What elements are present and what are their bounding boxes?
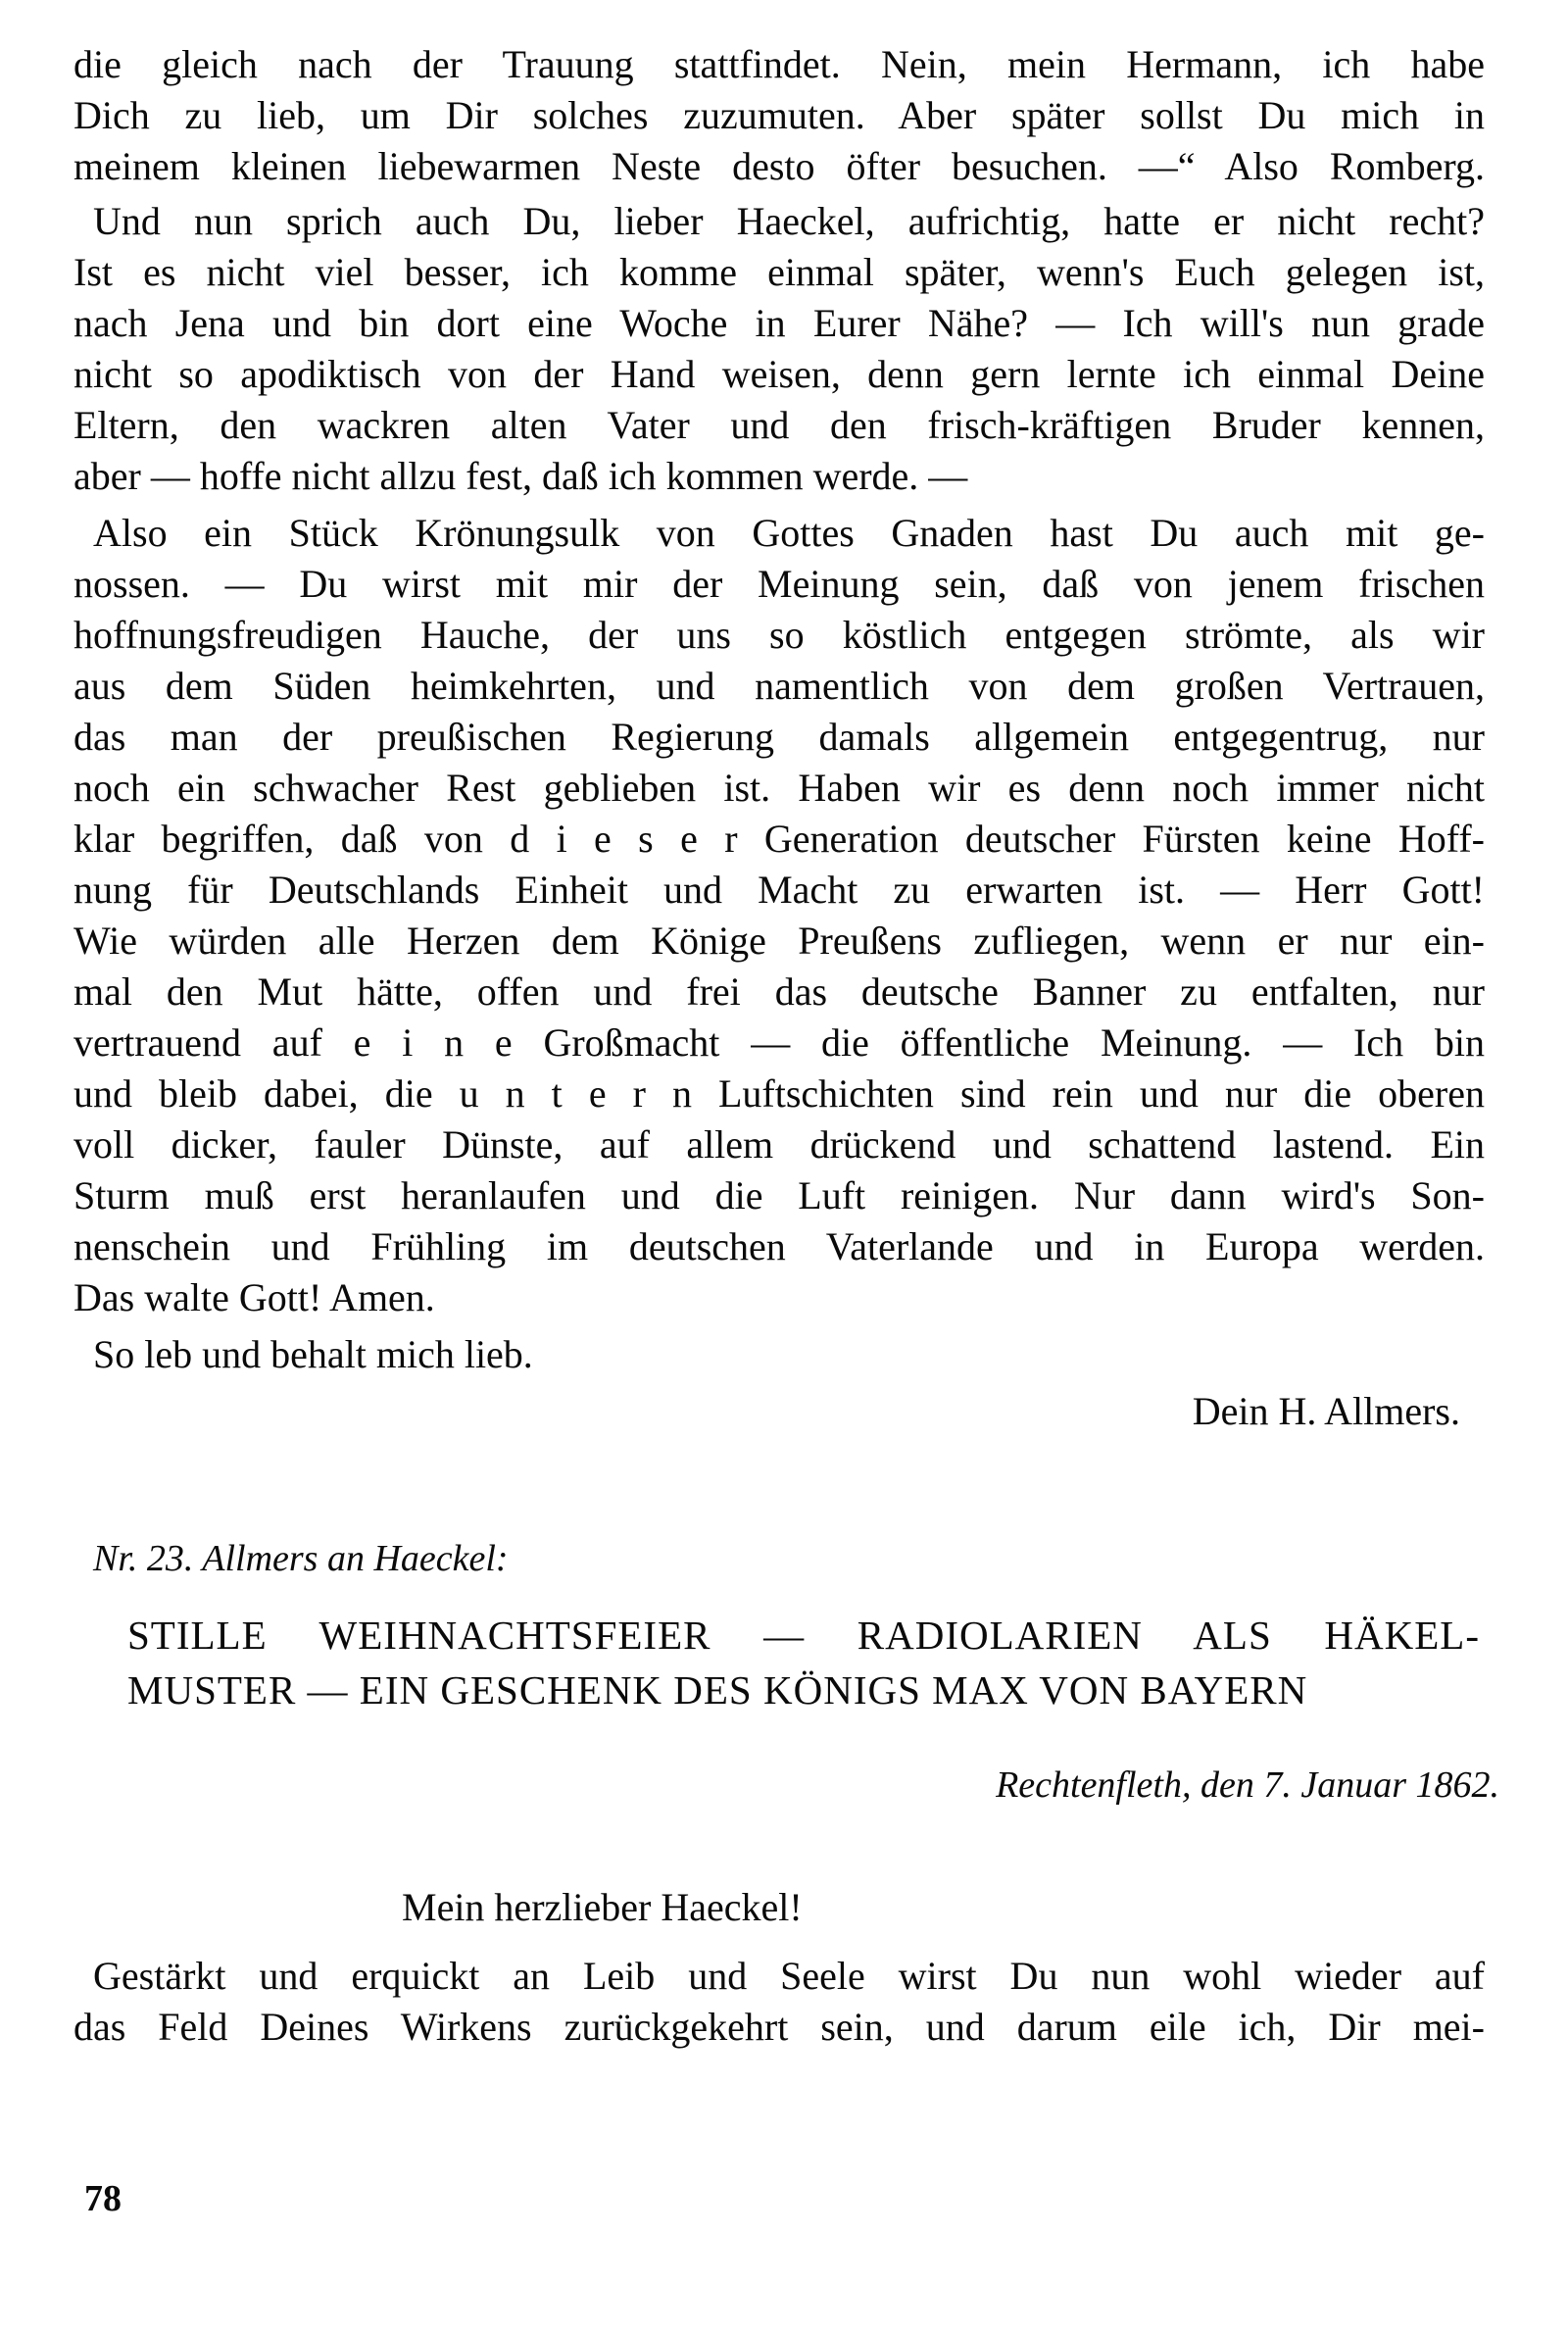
text-line: Eltern, den wackren alten Vater und den frisch-kräftigen Bruder kennen,: [74, 403, 1485, 447]
text-line: nicht so apodiktisch von der Hand weisen, denn gern lernte ich einmal Deine: [74, 352, 1485, 396]
text-line: So leb und behalt mich lieb.: [93, 1332, 533, 1376]
text-line: klar begriffen, daß von d i e s e r Generation deutscher Fürsten keine Hoff-: [74, 817, 1485, 861]
salutation: Mein herzlieber Haeckel!: [402, 1885, 803, 1929]
text-line: Ist es nicht viel besser, ich komme einmal später, wenn's Euch gelegen ist,: [74, 250, 1485, 294]
text-line: Und nun sprich auch Du, lieber Haeckel, aufrichtig, hatte er nicht recht?: [93, 199, 1485, 243]
letter-heading: Nr. 23. Allmers an Haeckel:: [93, 1538, 509, 1579]
letter-caption-line: MUSTER — EIN GESCHENK DES KÖNIGS MAX VON BAYERN: [127, 1667, 1308, 1713]
text-line: Dich zu lieb, um Dir solches zuzumuten. Aber später sollst Du mich in: [74, 93, 1485, 137]
text-line: Wie würden alle Herzen dem Könige Preußens zufliegen, wenn er nur ein-: [74, 919, 1485, 963]
text-line: Sturm muß erst heranlaufen und die Luft reinigen. Nur dann wird's Son-: [74, 1173, 1485, 1217]
text-line: vertrauend auf e i n e Großmacht — die öffentliche Meinung. — Ich bin: [74, 1020, 1485, 1065]
text-line: Gestärkt und erquickt an Leib und Seele wirst Du nun wohl wieder auf: [93, 1954, 1485, 1998]
text-line: meinem kleinen liebewarmen Neste desto öfter besuchen. —“ Also Romberg.: [74, 144, 1485, 188]
text-line: Also ein Stück Krönungsulk von Gottes Gnaden hast Du auch mit ge-: [93, 511, 1485, 555]
place-date: Rechtenfleth, den 7. Januar 1862.: [996, 1764, 1499, 1806]
text-line: nenschein und Frühling im deutschen Vaterlande und in Europa werden.: [74, 1224, 1485, 1268]
page-number: 78: [84, 2178, 122, 2219]
text-line: mal den Mut hätte, offen und frei das deutsche Banner zu entfalten, nur: [74, 969, 1485, 1014]
text-line: und bleib dabei, die u n t e r n Luftschichten sind rein und nur die oberen: [74, 1071, 1485, 1116]
text-line: die gleich nach der Trauung stattfindet. Nein, mein Hermann, ich habe: [74, 42, 1485, 86]
text-line: nossen. — Du wirst mit mir der Meinung sein, daß von jenem frischen: [74, 562, 1485, 606]
text-line: hoffnungsfreudigen Hauche, der uns so köstlich entgegen strömte, als wir: [74, 613, 1485, 657]
signature: Dein H. Allmers.: [1192, 1389, 1460, 1433]
text-line: aus dem Süden heimkehrten, und namentlich von dem großen Vertrauen,: [74, 664, 1485, 708]
text-line: voll dicker, fauler Dünste, auf allem drückend und schattend lastend. Ein: [74, 1122, 1485, 1167]
text-line: das man der preußischen Regierung damals allgemein entgegentrug, nur: [74, 715, 1485, 759]
letter-caption-line: STILLE WEIHNACHTSFEIER — RADIOLARIEN ALS HÄKEL-: [127, 1613, 1480, 1658]
text-line: das Feld Deines Wirkens zurückgekehrt sein, und darum eile ich, Dir mei-: [74, 2005, 1485, 2049]
text-line: nung für Deutschlands Einheit und Macht zu erwarten ist. — Herr Gott!: [74, 868, 1485, 912]
text-line: noch ein schwacher Rest geblieben ist. Haben wir es denn noch immer nicht: [74, 766, 1485, 810]
text-line: aber — hoffe nicht allzu fest, daß ich kommen werde. —: [74, 454, 968, 498]
text-line: nach Jena und bin dort eine Woche in Eurer Nähe? — Ich will's nun grade: [74, 301, 1485, 345]
text-line: Das walte Gott! Amen.: [74, 1275, 435, 1319]
